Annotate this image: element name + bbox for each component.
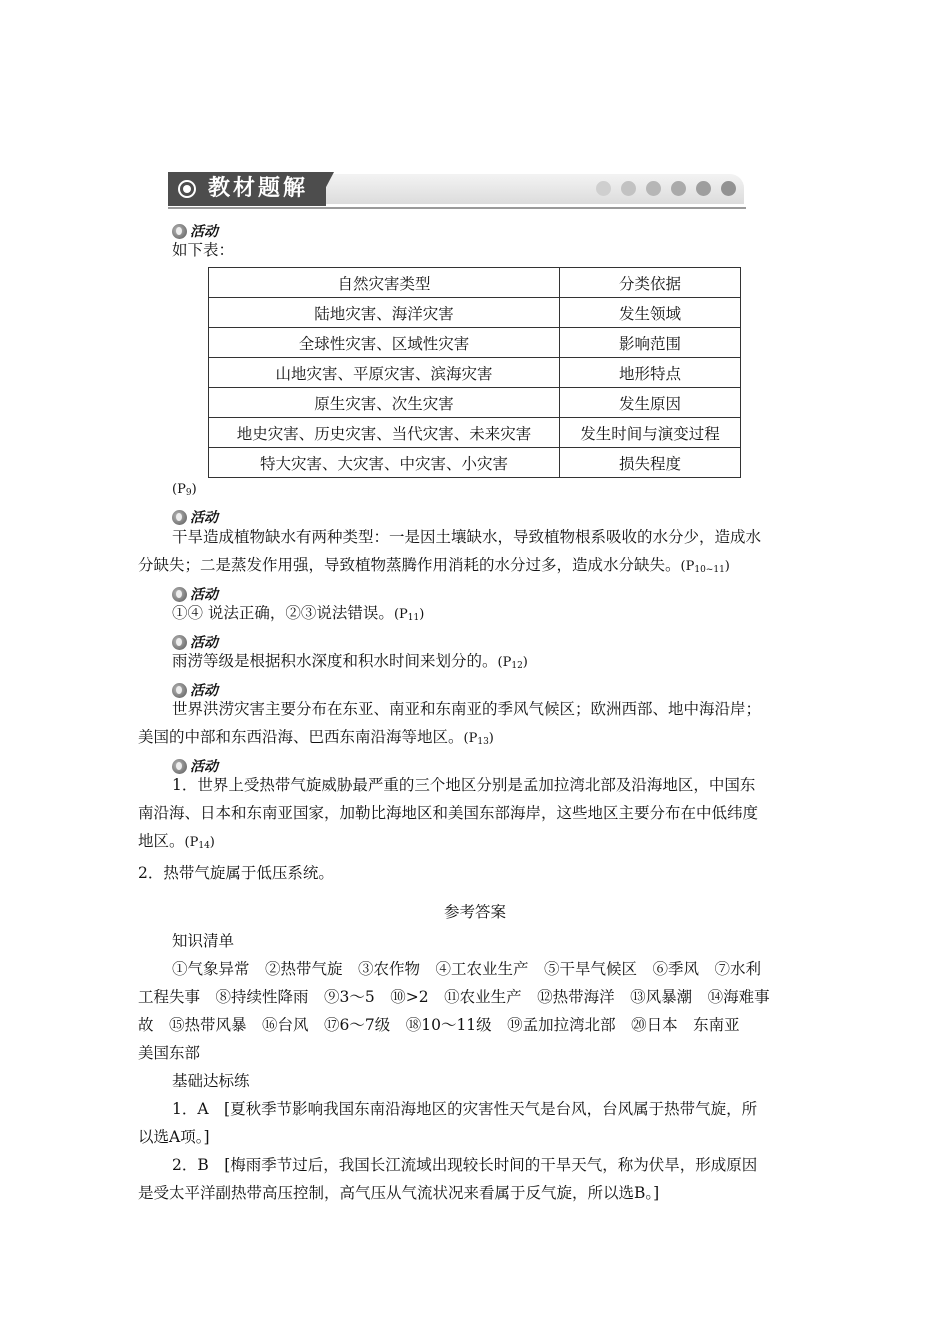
- dot-icon: [671, 181, 686, 196]
- table-row: [209, 418, 741, 448]
- table-cell: 山地灾害、平原灾害、滨海灾害: [209, 358, 560, 388]
- paragraph-line: [172, 649, 528, 678]
- table-row: [209, 298, 741, 328]
- globe-icon: [172, 224, 187, 239]
- table-cell: 原生灾害、次生灾害: [209, 388, 560, 418]
- table-header-cell: 分类依据: [560, 268, 741, 298]
- answers-title: 参考答案: [443, 903, 506, 921]
- ref-close: ): [209, 835, 215, 850]
- knowledge-line: ①气象异常 ②热带气旋 ③农作物 ④工农业生产 ⑤干旱气候区 ⑥季风 ⑦水利: [172, 960, 762, 978]
- banner-underline: [168, 207, 746, 209]
- paragraph-line: [172, 601, 424, 630]
- paragraph-line: [138, 829, 215, 858]
- globe-icon: [172, 759, 187, 774]
- ref-open: (P: [172, 482, 186, 497]
- ref-open: (P: [463, 731, 478, 746]
- table-row: [209, 328, 741, 358]
- paragraph-line: [138, 553, 730, 582]
- table-row: [209, 388, 741, 418]
- activity-label: 活动: [190, 587, 218, 603]
- page-reference: [172, 478, 197, 505]
- table-cell: 发生时间与演变过程: [560, 418, 741, 448]
- table-header-row: [209, 268, 741, 298]
- paragraph-line: 世界洪涝灾害主要分布在东亚、南亚和东南亚的季风气候区；欧洲西部、地中海沿岸；: [172, 700, 762, 718]
- answer-line: 1．A [夏秋季节影响我国东南沿海地区的灾害性天气是台风，台风属于热带气旋，所: [172, 1100, 758, 1118]
- table-cell: 发生原因: [560, 388, 741, 418]
- ref-open: (P: [393, 607, 408, 622]
- activity-label: 活动: [190, 683, 218, 699]
- ref-close: ): [488, 731, 494, 746]
- paragraph-line: 2．热带气旋属于低压系统。: [138, 864, 334, 882]
- dot-icon: [621, 181, 636, 196]
- ref-close: ): [191, 482, 197, 497]
- banner-dots: [596, 181, 736, 196]
- activity-label: 活动: [190, 510, 218, 526]
- paragraph-line: 南沿海、日本和东南亚国家，加勒比海地区和美国东部海岸，这些地区主要分布在中低纬度: [138, 804, 759, 822]
- page-reference: [185, 835, 215, 850]
- disaster-classification-table: [208, 267, 741, 478]
- section-banner: [168, 172, 746, 210]
- table-intro: 如下表：: [172, 241, 235, 259]
- paragraph-line: 1．世界上受热带气旋威胁最严重的三个地区分别是孟加拉湾北部及沿海地区，中国东: [172, 776, 756, 794]
- knowledge-line: 工程失事 ⑧持续性降雨 ⑨3～5 ⑩>2 ⑪农业生产 ⑫热带海洋 ⑬风暴潮 ⑭海难事: [138, 988, 770, 1006]
- knowledge-line: 故 ⑮热带风暴 ⑯台风 ⑰6～7级 ⑱10～11级 ⑲孟加拉湾北部 ⑳日本 东南亚: [138, 1016, 740, 1034]
- table-cell: 地形特点: [560, 358, 741, 388]
- answer-line: 2．B [梅雨季节过后，我国长江流域出现较长时间的干旱天气，称为伏旱，形成原因: [172, 1156, 758, 1174]
- ref-page: 13: [477, 737, 489, 747]
- paragraph-line: [138, 725, 494, 754]
- ref-page: 9: [185, 488, 192, 498]
- table-header-cell: 自然灾害类型: [209, 268, 560, 298]
- ref-open: (P: [184, 835, 199, 850]
- globe-icon: [172, 510, 187, 525]
- knowledge-line: 美国东部: [138, 1044, 201, 1062]
- target-icon: [178, 180, 196, 198]
- section-title: 教材题解: [208, 176, 309, 201]
- paragraph-text: 分缺失；二是蒸发作用强，导致植物蒸腾作用消耗的水分过多，造成水分缺失。: [138, 556, 681, 574]
- ref-page: 11: [407, 613, 420, 623]
- paragraph-text: 美国的中部和东西沿海、巴西东南沿海等地区。: [138, 728, 464, 746]
- table-row: [209, 358, 741, 388]
- dot-icon: [721, 181, 736, 196]
- page-reference: [464, 731, 494, 746]
- paragraph-text: 地区。: [138, 832, 185, 850]
- dot-icon: [596, 181, 611, 196]
- knowledge-title: 知识清单: [172, 932, 235, 950]
- ref-open: (P: [680, 559, 695, 574]
- paragraph-text: 雨涝等级是根据积水深度和积水时间来划分的。: [172, 652, 498, 670]
- table-cell: 损失程度: [560, 448, 741, 478]
- ref-close: ): [724, 559, 730, 574]
- banner-title-slant: [316, 172, 334, 206]
- globe-icon: [172, 587, 187, 602]
- paragraph-line: 干旱造成植物缺水有两种类型：一是因土壤缺水，导致植物根系吸收的水分少，造成水: [172, 528, 762, 546]
- basic-practice-title: 基础达标练: [172, 1072, 250, 1090]
- table-cell: 特大灾害、大灾害、中灾害、小灾害: [209, 448, 560, 478]
- ref-page: 10~11: [694, 565, 725, 575]
- dot-icon: [646, 181, 661, 196]
- page-reference: [681, 559, 730, 574]
- ref-close: ): [419, 607, 425, 622]
- activity-label: 活动: [190, 224, 218, 240]
- table-cell: 发生领域: [560, 298, 741, 328]
- table-cell: 全球性灾害、区域性灾害: [209, 328, 560, 358]
- activity-label: 活动: [190, 759, 218, 775]
- table-cell: 影响范围: [560, 328, 741, 358]
- dot-icon: [696, 181, 711, 196]
- page-reference: [498, 655, 528, 670]
- table-row: [209, 448, 741, 478]
- ref-close: ): [522, 655, 528, 670]
- activity-marker: [172, 508, 218, 526]
- table-cell: 地史灾害、历史灾害、当代灾害、未来灾害: [209, 418, 560, 448]
- ref-page: 12: [511, 661, 523, 671]
- answer-line: 以选A项。]: [138, 1128, 210, 1146]
- globe-icon: [172, 635, 187, 650]
- paragraph-text: ①④ 说法正确，②③说法错误。: [172, 604, 394, 622]
- page-reference: [394, 607, 424, 622]
- activity-label: 活动: [190, 635, 218, 651]
- ref-open: (P: [497, 655, 512, 670]
- ref-page: 14: [198, 841, 210, 851]
- table-cell: 陆地灾害、海洋灾害: [209, 298, 560, 328]
- globe-icon: [172, 683, 187, 698]
- answer-line: 是受太平洋副热带高压控制，高气压从气流状况来看属于反气旋，所以选B。]: [138, 1184, 660, 1202]
